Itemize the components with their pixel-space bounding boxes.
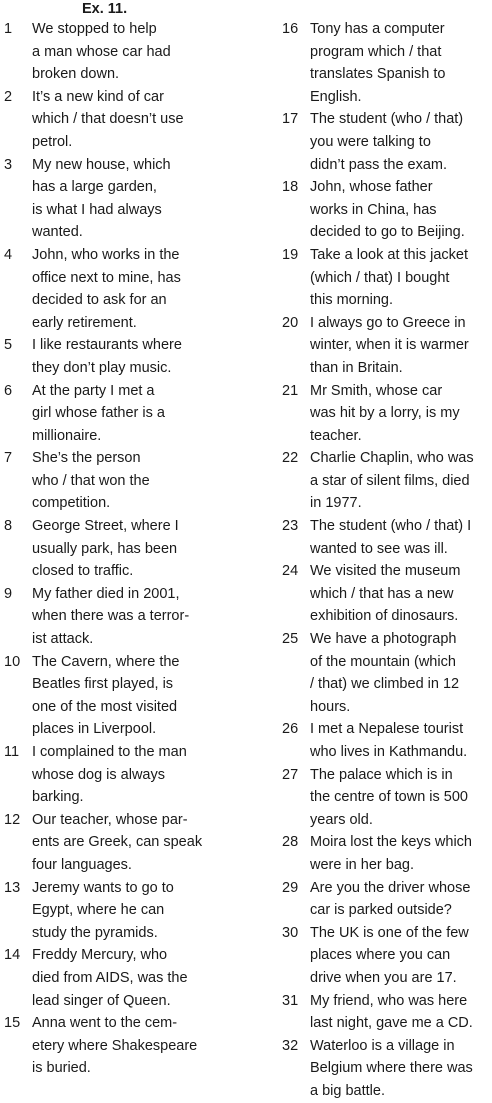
sentence-line: died from AIDS, was the [32,969,188,986]
sentence-line: The UK is one of the few [310,924,469,941]
sentence-line: (which / that) I bought [310,269,450,286]
sentence-item [0,583,240,651]
sentence-line: early retirement. [32,314,137,331]
sentence-line: you were talking to [310,133,431,150]
sentence-item [278,108,492,176]
item-number: 13 [4,879,21,896]
sentence-line: the centre of town is 500 [310,789,468,806]
sentence-line: The student (who / that) [310,111,464,128]
sentence-item [278,877,492,922]
sentence-line: was hit by a lorry, is my [310,405,460,422]
item-number: 32 [282,1037,299,1054]
sentence-line: wanted to see was ill. [310,540,448,557]
sentence-item [0,447,240,515]
sentence-item [0,334,240,379]
sentence-line: office next to mine, has [32,269,181,286]
sentence-line: they don’t play music. [32,359,172,376]
sentence-line: when there was a terror- [32,608,190,625]
sentence-line: car is parked outside? [310,902,452,919]
sentence-line: drive when you are 17. [310,969,457,986]
sentence-line: The Cavern, where the [32,653,180,670]
sentence-item [278,176,492,244]
item-number: 2 [4,88,13,105]
sentence-line: whose dog is always [32,766,165,783]
sentence-line: program which / that [310,43,442,60]
sentence-item [278,628,492,718]
sentence-item [0,244,240,334]
item-number: 9 [4,585,13,602]
sentence-line: Moira lost the keys which [310,834,472,851]
sentence-line: We stopped to help [32,21,157,37]
item-number: 25 [282,631,299,648]
sentence-item [0,515,240,583]
sentence-line: petrol. [32,133,73,150]
sentence-item [278,515,492,560]
sentence-item [278,560,492,628]
item-number: 28 [282,834,299,851]
sentence-item [278,1035,492,1103]
item-number: 16 [282,21,299,37]
item-number: 1 [4,21,13,37]
sentence-line: Belgium where there was [310,1060,473,1077]
sentence-line: has a large garden, [32,179,157,196]
sentence-line: who lives in Kathmandu. [310,744,468,760]
sentence-item [278,764,492,832]
item-number: 29 [282,879,299,896]
sentence-item [278,244,492,312]
sentence-line: which / that doesn’t use [32,111,184,128]
item-number: 11 [4,744,20,760]
sentence-line: I complained to the man [32,744,187,760]
sentence-item [278,312,492,380]
item-number: 26 [282,721,299,738]
sentence-line: I like restaurants where [32,337,182,354]
exercise-title: Ex. 11. [82,1,128,17]
sentence-line: Charlie Chaplin, who was [310,450,474,467]
sentence-line: hours. [310,698,351,715]
item-number: 7 [4,450,13,467]
sentence-line: is what I had always [32,201,162,218]
sentence-line: John, whose father [310,179,433,196]
sentence-line: teacher. [310,427,362,444]
sentence-line: this morning. [310,292,394,309]
sentence-line: one of the most visited [32,698,178,715]
sentence-line: than in Britain. [310,359,403,376]
item-number: 12 [4,811,21,828]
sentence-item [278,831,492,876]
sentence-line: Our teacher, whose par- [32,811,188,828]
sentence-line: decided to go to Beijing. [310,224,465,241]
sentence-line: My friend, who was here [310,992,468,1009]
item-number: 21 [282,382,299,399]
item-number: 30 [282,924,299,941]
sentence-line: who / that won the [32,472,150,489]
sentence-item [0,154,240,244]
item-number: 4 [4,246,13,263]
sentence-line: translates Spanish to [310,66,446,83]
sentence-line: places where you can [310,947,451,964]
sentence-item [278,990,492,1035]
sentence-line: usually park, has been [32,540,178,557]
sentence-item [278,922,492,990]
item-number: 10 [4,653,21,670]
sentence-line: wanted. [32,224,83,241]
sentence-line: Waterloo is a village in [310,1037,455,1054]
sentence-line: is buried. [32,1060,91,1077]
sentence-line: competition. [32,495,111,512]
sentence-line: of the mountain (which [310,653,456,670]
item-number: 17 [282,111,299,128]
sentence-line: English. [310,88,362,105]
item-number: 14 [4,947,21,964]
item-number: 15 [4,1015,21,1032]
sentence-line: were in her bag. [310,856,414,873]
sentence-item [0,651,240,741]
sentence-line: The palace which is in [310,766,453,783]
sentence-line: Egypt, where he can [32,902,165,919]
sentence-item [0,18,240,86]
sentence-line: ents are Greek, can speak [32,834,203,851]
sentence-line: last night, gave me a CD. [310,1015,473,1032]
sentence-item [278,380,492,448]
sentence-line: My new house, which [32,156,171,173]
item-number: 6 [4,382,13,399]
sentence-item [0,380,240,448]
sentence-line: exhibition of dinosaurs. [310,608,459,625]
sentence-line: a man whose car had [32,43,171,60]
sentence-line: Anna went to the cem- [32,1015,178,1032]
item-number: 8 [4,518,13,535]
sentence-line: four languages. [32,856,132,873]
sentence-line: girl whose father is a [32,405,165,422]
sentence-line: Freddy Mercury, who [32,947,168,964]
sentence-line: Are you the driver whose [310,879,471,896]
sentence-line: didn’t pass the exam. [310,156,448,173]
sentence-line: etery where Shakespeare [32,1037,198,1054]
sentence-line: She’s the person [32,450,141,467]
item-number: 23 [282,518,299,535]
sentence-line: years old. [310,811,373,828]
sentence-line: I met a Nepalese tourist [310,721,464,738]
sentence-line: closed to traffic. [32,563,134,580]
sentence-line: lead singer of Queen. [32,992,171,1009]
sentence-line: It’s a new kind of car [32,88,164,105]
item-number: 18 [282,179,299,196]
sentence-line: Take a look at this jacket [310,246,468,263]
item-number: 24 [282,563,299,580]
sentence-line: John, who works in the [32,246,180,263]
sentence-line: At the party I met a [32,382,155,399]
sentence-line: Beatles first played, is [32,676,174,693]
sentence-item [0,944,240,1012]
sentence-item [0,809,240,877]
sentence-line: Mr Smith, whose car [310,382,443,399]
sentence-line: We visited the museum [310,563,461,580]
sentence-item [0,877,240,945]
sentence-item [0,86,240,154]
sentence-line: / that) we climbed in 12 [310,676,460,693]
sentence-line: winter, when it is warmer [310,337,469,354]
sentence-line: a star of silent films, died [310,472,470,489]
sentence-line: ist attack. [32,631,94,648]
item-number: 19 [282,246,299,263]
sentence-item [278,718,492,763]
sentence-line: Tony has a computer [310,21,445,37]
sentence-line: which / that has a new [310,585,454,602]
sentence-line: decided to ask for an [32,292,167,309]
sentence-item [0,741,240,809]
sentence-line: barking. [32,789,84,806]
right-column [278,18,492,1103]
item-number: 31 [282,992,299,1009]
sentence-item [0,1012,240,1080]
sentence-line: a big battle. [310,1082,385,1099]
sentence-line: places in Liverpool. [32,721,157,738]
sentence-line: in 1977. [310,495,362,512]
sentence-line: The student (who / that) I [310,518,472,535]
sentence-line: George Street, where I [32,518,179,535]
sentence-line: We have a photograph [310,631,457,648]
sentence-line: I always go to Greece in [310,314,466,331]
item-number: 27 [282,766,299,783]
item-number: 22 [282,450,299,467]
sentence-line: works in China, has [310,201,437,218]
item-number: 3 [4,156,13,173]
sentence-line: Jeremy wants to go to [32,879,174,896]
sentence-line: millionaire. [32,427,102,444]
left-column [0,18,240,1080]
sentence-item [278,447,492,515]
sentence-line: My father died in 2001, [32,585,180,602]
item-number: 20 [282,314,299,331]
sentence-item [278,18,492,108]
sentence-line: study the pyramids. [32,924,158,941]
item-number: 5 [4,337,13,354]
sentence-line: broken down. [32,66,120,83]
